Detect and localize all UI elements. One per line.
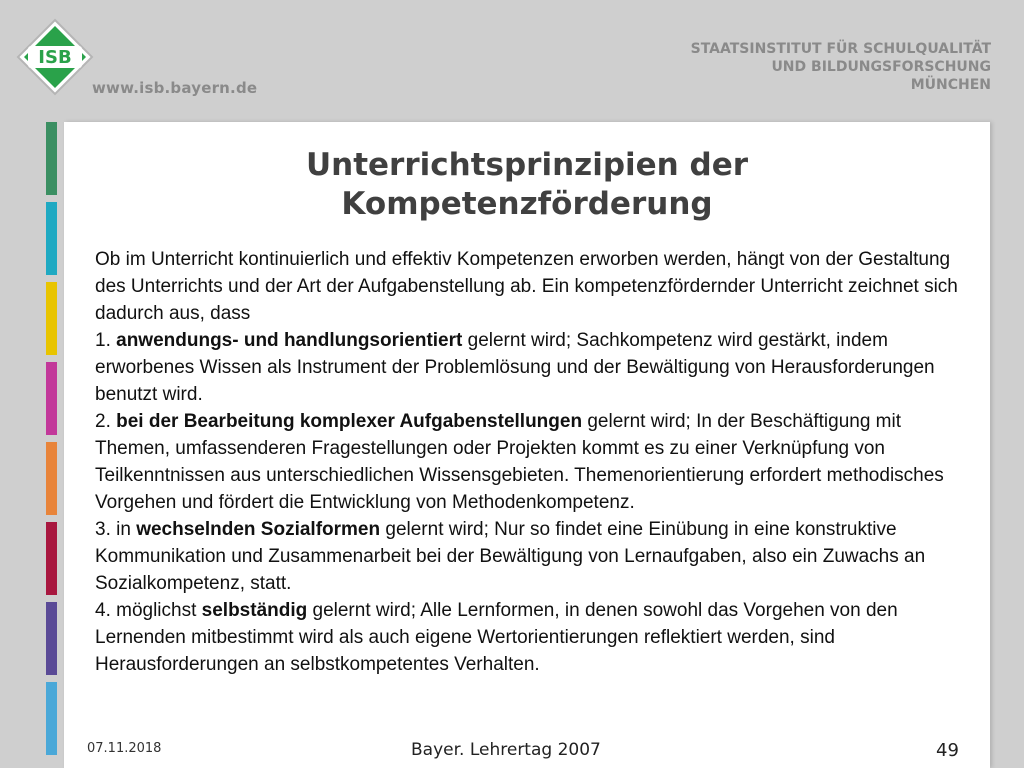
site-url: www.isb.bayern.de [92,79,258,97]
institute-line-3: MÜNCHEN [910,77,991,93]
principle-1 [95,327,970,408]
footer-date: 07.11.2018 [87,741,162,756]
color-bar [46,122,57,195]
intro-paragraph: Ob im Unterricht kontinuierlich und effektiv Kompetenzen erworben werden, hängt von der Gestaltung des Unterrichts und der Art der Aufgabenstellung ab. Ein kompetenzfördernder Unterricht zeichnet sich dadurch aus, dass [95,249,958,324]
logo-text: ISB [38,47,72,68]
institute-line-2: UND BILDUNGSFORSCHUNG [771,59,991,75]
color-bars [46,122,58,762]
slide-title-line-2: Kompetenzförderung [341,186,713,222]
principle-2-keyword: bei der Bearbeitung komplexer Aufgabenstellungen [116,411,583,432]
principle-1-number: 1. [95,330,117,351]
principle-1-keyword: anwendungs- und handlungsorientiert [116,330,463,351]
principle-3-keyword: wechselnden Sozialformen [136,519,381,540]
color-bar [46,442,57,515]
principle-4-keyword: selbständig [201,600,308,621]
principle-2-number: 2. [95,411,117,432]
slide-panel [64,122,990,768]
slide-title-line-1: Unterrichtsprinzipien der [305,147,749,183]
principle-1-text: gelernt wird; Sachkompetenz wird gestärkt, indem erworbenes Wissen als Instrument der Problemlösung und der Bewältigung von Herausforderungen benutzt wird. [95,330,935,405]
principle-3-text: gelernt wird; Nur so findet eine Einübung in eine konstruktive Kommunikation und Zusammenarbeit bei der Bewältigung von Lernaufgaben, also ein Zuwachs an Sozialkompetenz, statt. [95,519,926,594]
color-bar [46,282,57,355]
color-bar [46,602,57,675]
institute-name [691,40,991,94]
slide-body [95,246,970,678]
principle-4 [95,597,970,678]
institute-line-1: STAATSINSTITUT FÜR SCHULQUALITÄT [690,41,991,57]
principle-3-number: 3. in [95,519,137,540]
page-number: 49 [936,740,959,761]
color-bar [46,682,57,755]
isb-logo [16,18,94,96]
slide-title [64,146,990,224]
principle-4-number: 4. möglichst [95,600,202,621]
principle-3 [95,516,970,597]
color-bar [46,202,57,275]
color-bar [46,362,57,435]
principle-2-text: gelernt wird; In der Beschäftigung mit Themen, umfassenderen Fragestellungen oder Projekten kommt es zu einer Verknüpfung von Teilkenntnissen aus unterschiedlichen Wissensgebieten. Themenorientierung erfordert methodisches Vorgehen und fördert die Entwicklung von Methodenkompetenz. [95,411,944,513]
principle-2 [95,408,970,516]
footer-event: Bayer. Lehrertag 2007 [411,740,601,760]
principle-4-text: gelernt wird; Alle Lernformen, in denen sowohl das Vorgehen von den Lernenden mitbestimmt wird als auch eigene Wertorientierungen reflektiert werden, sind Herausforderungen an selbstkompetentes Verhalten. [95,600,898,675]
color-bar [46,522,57,595]
